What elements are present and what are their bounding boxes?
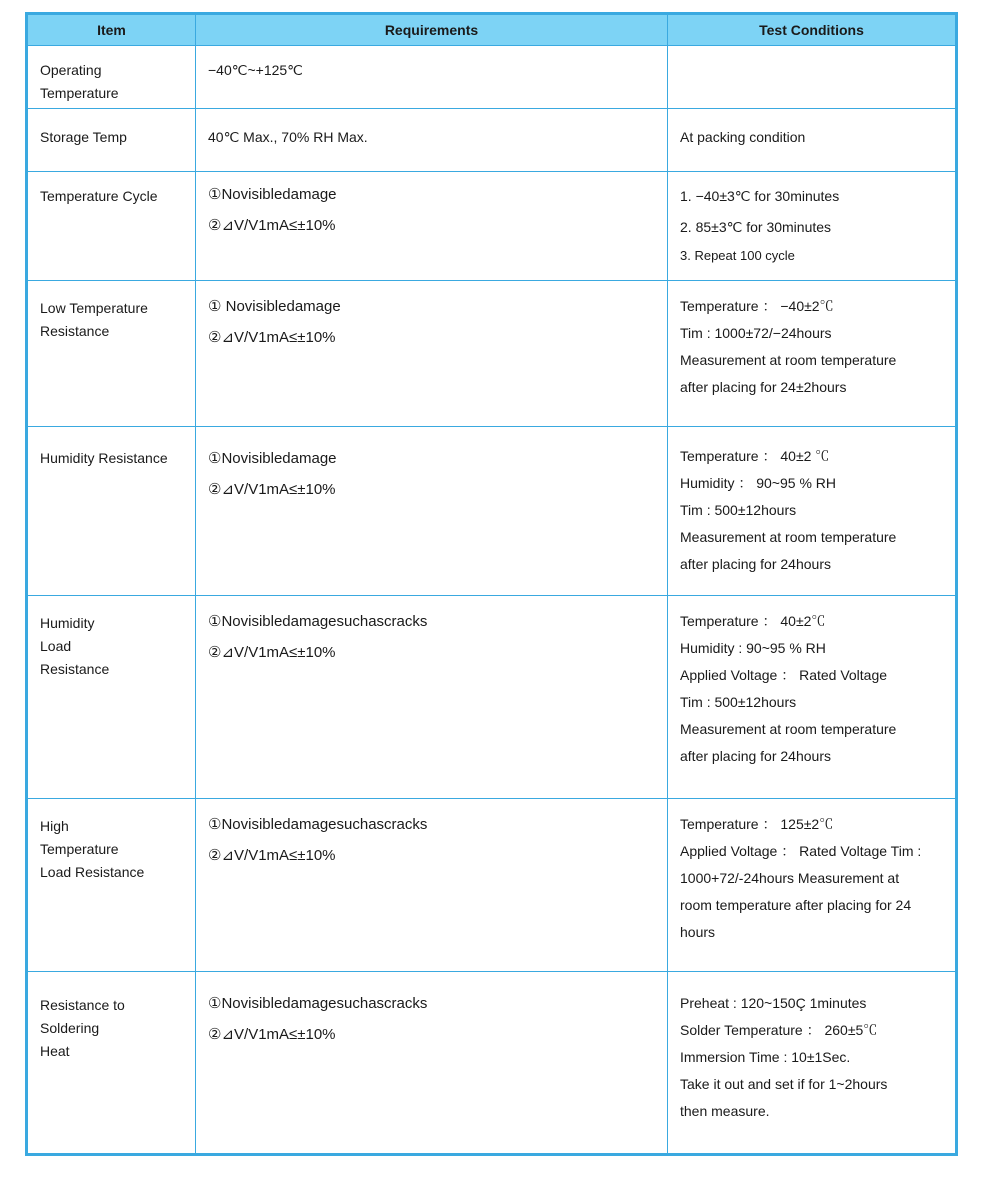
condition-text: Humidity ： 90~95 % RH <box>680 475 837 491</box>
condition-text: Preheat : 120~150Ç 1minutes <box>680 995 867 1011</box>
item-text: Temperature <box>40 841 119 857</box>
requirement-text: ①Novisibledamage <box>208 450 337 467</box>
requirement-text: 40℃ Max., 70% RH Max. <box>208 129 368 145</box>
condition-text: Applied Voltage ： Rated Voltage Tim : <box>680 843 922 859</box>
requirement-text: ① Novisibledamage <box>208 298 341 315</box>
header-test-conditions: Test Conditions <box>668 14 957 46</box>
item-text: Operating <box>40 62 102 78</box>
condition-text: Temperature ： 40±2 ℃ <box>680 448 830 464</box>
requirements-cell <box>196 596 668 799</box>
item-text: Storage Temp <box>40 129 127 145</box>
conditions-cell <box>668 596 957 799</box>
condition-text: Temperature ： 125±2℃ <box>680 816 834 832</box>
item-text: Humidity <box>40 615 95 631</box>
condition-text: Take it out and set if for 1~2hours <box>680 1076 888 1092</box>
item-text: Temperature Cycle <box>40 188 158 204</box>
conditions-cell <box>668 972 957 1155</box>
condition-text: Applied Voltage ： Rated Voltage <box>680 667 888 683</box>
requirements-cell <box>196 109 668 172</box>
item-text: High <box>40 818 69 834</box>
condition-text: after placing for 24hours <box>680 556 831 572</box>
condition-text: Measurement at room temperature <box>680 352 897 368</box>
requirement-text: ②⊿V/V1mA≤±10% <box>208 644 336 661</box>
item-text: Temperature <box>40 85 119 101</box>
item-text: Humidity Resistance <box>40 450 168 466</box>
item-text: Low Temperature <box>40 300 148 316</box>
condition-text: Immersion Time : 10±1Sec. <box>680 1049 851 1065</box>
condition-text: after placing for 24hours <box>680 748 831 764</box>
table-row <box>27 596 957 799</box>
table-row <box>27 281 957 427</box>
condition-text: Temperature ： −40±2℃ <box>680 298 834 314</box>
requirement-text: ①Novisibledamagesuchascracks <box>208 816 428 833</box>
requirement-text: ①Novisibledamagesuchascracks <box>208 613 428 630</box>
conditions-cell <box>668 427 957 596</box>
requirements-cell <box>196 46 668 109</box>
item-text: Soldering <box>40 1020 100 1036</box>
requirement-text: ①Novisibledamagesuchascracks <box>208 995 428 1012</box>
condition-text: hours <box>680 924 716 940</box>
condition-text: 1. −40±3℃ for 30minutes <box>680 188 840 204</box>
requirement-text: ②⊿V/V1mA≤±10% <box>208 329 336 346</box>
item-cell <box>27 281 196 427</box>
header-requirements: Requirements <box>196 14 668 46</box>
item-cell <box>27 972 196 1155</box>
requirements-cell <box>196 172 668 281</box>
condition-text: Humidity : 90~95 % RH <box>680 640 826 656</box>
requirement-text: ②⊿V/V1mA≤±10% <box>208 847 336 864</box>
condition-text: Tim : 500±12hours <box>680 502 797 518</box>
condition-text: Temperature ： 40±2℃ <box>680 613 826 629</box>
conditions-cell <box>668 172 957 281</box>
requirements-cell <box>196 427 668 596</box>
condition-text: 3. Repeat 100 cycle <box>680 248 795 263</box>
item-cell <box>27 427 196 596</box>
condition-text: then measure. <box>680 1103 770 1119</box>
condition-text: after placing for 24±2hours <box>680 379 847 395</box>
item-cell <box>27 109 196 172</box>
item-text: Load Resistance <box>40 864 145 880</box>
requirement-text: ①Novisibledamage <box>208 186 337 203</box>
item-cell <box>27 799 196 972</box>
condition-text: Tim : 1000±72/−24hours <box>680 325 832 341</box>
item-text: Load <box>40 638 72 654</box>
condition-text: At packing condition <box>680 129 806 145</box>
condition-text: 2. 85±3℃ for 30minutes <box>680 219 832 235</box>
requirements-cell <box>196 281 668 427</box>
item-cell <box>27 46 196 109</box>
requirement-text: ②⊿V/V1mA≤±10% <box>208 217 336 234</box>
item-text: Heat <box>40 1043 70 1059</box>
table-row <box>27 109 957 172</box>
specification-table <box>25 12 958 1156</box>
header-row <box>27 14 957 46</box>
condition-text: Solder Temperature ： 260±5℃ <box>680 1022 878 1038</box>
item-text: Resistance <box>40 323 110 339</box>
conditions-cell <box>668 109 957 172</box>
requirement-text: ②⊿V/V1mA≤±10% <box>208 481 336 498</box>
requirement-text: ②⊿V/V1mA≤±10% <box>208 1026 336 1043</box>
condition-text: 1000+72/-24hours Measurement at <box>680 870 900 886</box>
requirements-cell <box>196 799 668 972</box>
header-item: Item <box>27 14 196 46</box>
condition-text: Measurement at room temperature <box>680 721 897 737</box>
requirements-cell <box>196 972 668 1155</box>
conditions-cell <box>668 281 957 427</box>
table-row <box>27 799 957 972</box>
condition-text: Tim : 500±12hours <box>680 694 797 710</box>
item-cell <box>27 596 196 799</box>
conditions-cell <box>668 46 957 109</box>
conditions-cell <box>668 799 957 972</box>
item-text: Resistance to <box>40 997 125 1013</box>
table-row <box>27 972 957 1155</box>
table-row <box>27 427 957 596</box>
table-row <box>27 172 957 281</box>
table-row <box>27 46 957 109</box>
item-text: Resistance <box>40 661 110 677</box>
requirement-text: −40℃~+125℃ <box>208 62 303 78</box>
condition-text: room temperature after placing for 24 <box>680 897 912 913</box>
item-cell <box>27 172 196 281</box>
condition-text: Measurement at room temperature <box>680 529 897 545</box>
